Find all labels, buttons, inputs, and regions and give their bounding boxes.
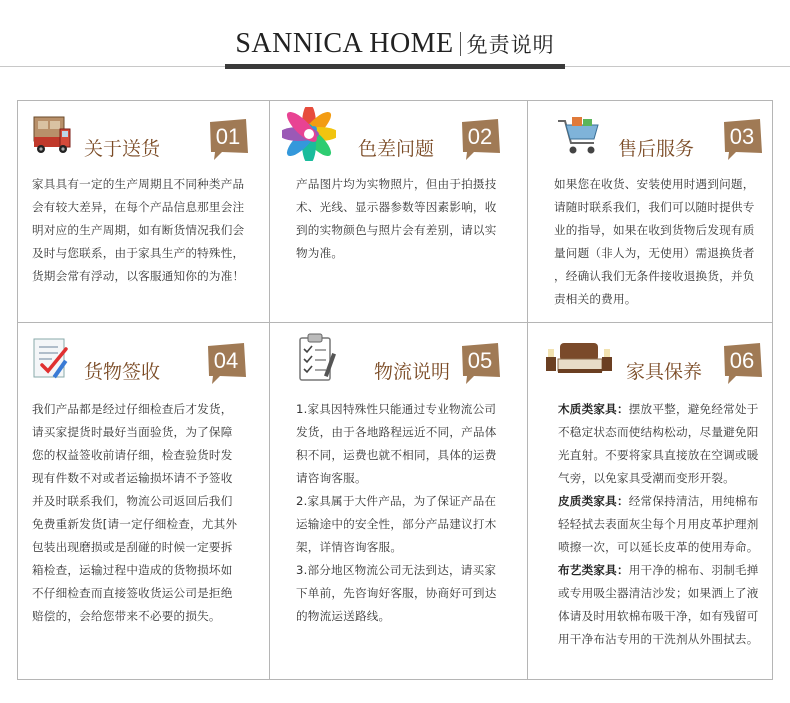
body-line: 架，详情咨询客服。 (296, 540, 403, 554)
body-line: 会有较大差异，在每个产品信息那里会注 (32, 200, 245, 214)
signed-document-icon (28, 335, 76, 383)
page-header (0, 0, 790, 72)
body-line: 家具具有一定的生产周期且不同种类产品 (32, 177, 245, 191)
section-logistics (270, 323, 527, 679)
brand-name: SANNICA HOME (235, 28, 454, 59)
body-line: 用干净的棉布、羽制毛掸 (628, 563, 759, 577)
section-number: 01 (215, 124, 241, 149)
body-line: 量问题（非人为，无使用）需退换货者 (554, 246, 755, 260)
body-line: 气旁，以免家具受潮而变形开裂。 (558, 471, 735, 485)
body-line: 积不同，运费也就不相同，具体的运费 (296, 448, 497, 462)
body-line: 请随时联系我们，我们可以随时提供专 (554, 200, 755, 214)
section-body (32, 173, 264, 288)
body-line: 明对应的生产周期，如有断货情况我们会 (32, 223, 245, 237)
body-line: 3.部分地区物流公司无法到达，请买家 (296, 563, 497, 577)
body-line: 物为准。 (296, 246, 344, 260)
section-number: 02 (467, 124, 493, 149)
section-title: 色差问题 (358, 138, 435, 160)
body-line: 或专用吸尘器清洁沙发；如果洒上了液 (558, 586, 759, 600)
section-number-badge (722, 343, 764, 385)
body-line: 如果您在收货、安装使用时遇到问题， (554, 177, 755, 191)
body-line: 及时与您联系，由于家具生产的特殊性， (32, 246, 245, 260)
section-number-badge (208, 119, 250, 161)
care-label-fabric: 布艺类家具： (558, 563, 629, 577)
section-delivery (18, 101, 269, 323)
body-line: 1.家具因特殊性只能通过专业物流公司 (296, 402, 497, 416)
clipboard-checklist-icon (294, 333, 342, 381)
section-body (558, 398, 770, 651)
body-line: 免费重新发货[请一定仔细检查，尤其外 (32, 517, 238, 531)
care-line (558, 490, 770, 513)
section-number-badge (460, 119, 502, 161)
section-number: 04 (213, 348, 239, 373)
body-line: 箱检查，运输过程中造成的货物损坏如 (32, 563, 233, 577)
body-line: 发货，由于各地路程远近不同，产品体 (296, 425, 497, 439)
body-line: 经常保持清洁，用纯棉布 (628, 494, 759, 508)
header-accent-bar (225, 64, 565, 69)
body-line: ，经确认我们无条件接收退换货，并负 (554, 269, 755, 283)
bedroom-furniture-icon (544, 337, 614, 381)
body-line: 不仔细检查而直接签收货运公司是拒绝 (32, 586, 233, 600)
body-line: 现有件数不对或者运输损坏请不予签收 (32, 471, 233, 485)
body-line: 喷擦一次，可以延长皮革的使用寿命。 (558, 540, 759, 554)
body-line: 您的权益签收前请仔细，检查验货时发 (32, 448, 233, 462)
care-label-leather: 皮质类家具： (558, 494, 629, 508)
body-line: 轻轻拭去表面灰尘每个月用皮革护理剂 (558, 517, 759, 531)
care-line (558, 398, 770, 421)
body-line: 货期会常有浮动，以客服通知你的为准！ (32, 269, 245, 283)
section-color-difference (270, 101, 527, 323)
section-number-badge (206, 343, 248, 385)
body-line: 下单前，先咨询好客服，协商好可到达 (296, 586, 497, 600)
section-furniture-care (528, 323, 772, 679)
section-number: 03 (729, 124, 755, 149)
body-line: 包装出现磨损或是刮碰的时候一定要拆 (32, 540, 233, 554)
care-line (558, 559, 770, 582)
body-line: 术、光线、显示器参数等因素影响，收 (296, 200, 497, 214)
body-line: 的物流运送路线。 (296, 609, 391, 623)
section-after-sales (528, 101, 772, 323)
body-line: 用干净布沾专用的干洗剂从外围拭去。 (558, 632, 759, 646)
section-number-badge (460, 343, 502, 385)
body-line: 运输途中的安全性，部分产品建议打木 (296, 517, 497, 531)
section-title: 货物签收 (84, 361, 161, 383)
body-line: 体请及时用软棉布吸干净，如有残留可 (558, 609, 759, 623)
shopping-cart-icon (556, 115, 604, 163)
body-line: 我们产品都是经过仔细检查后才发货， (32, 402, 233, 416)
disclaimer-grid (17, 100, 773, 680)
body-line: 产品图片均为实物照片，但由于拍摄技 (296, 177, 497, 191)
body-line: 摆放平整，避免经常处于 (628, 402, 759, 416)
body-line: 业的指导，如果在收到货物后发现有质 (554, 223, 755, 237)
section-number: 06 (729, 348, 755, 373)
section-body (296, 173, 524, 265)
body-line: 并及时联系我们，物流公司返回后我们 (32, 494, 233, 508)
body-line: 光直射。不要将家具直接放在空调或暖 (558, 448, 759, 462)
body-line: 赔偿的，会给您带来不必要的损失。 (32, 609, 221, 623)
body-line: 2.家具属于大件产品，为了保证产品在 (296, 494, 497, 508)
section-title: 物流说明 (374, 361, 451, 383)
section-body (554, 173, 770, 311)
care-label-wood: 木质类家具： (558, 402, 629, 416)
body-line: 不稳定状态而使结构松动，尽量避免阳 (558, 425, 759, 439)
section-body (32, 398, 266, 628)
body-line: 到的实物颜色与照片会有差别，请以实 (296, 223, 497, 237)
section-title: 家具保养 (626, 361, 703, 383)
header-title (0, 28, 790, 60)
color-palette-icon (282, 107, 336, 161)
section-number: 05 (467, 348, 493, 373)
section-receipt (18, 323, 269, 679)
delivery-truck-icon (28, 111, 76, 159)
title-separator (460, 32, 461, 56)
section-title: 关于送货 (84, 138, 161, 160)
body-line: 请买家提货时最好当面验货，为了保障 (32, 425, 233, 439)
body-line: 请咨询客服。 (296, 471, 367, 485)
body-line: 责相关的费用。 (554, 292, 637, 306)
section-number-badge (722, 119, 764, 161)
section-title: 售后服务 (618, 138, 695, 160)
section-body (296, 398, 524, 628)
page-subtitle: 免责说明 (466, 33, 555, 57)
